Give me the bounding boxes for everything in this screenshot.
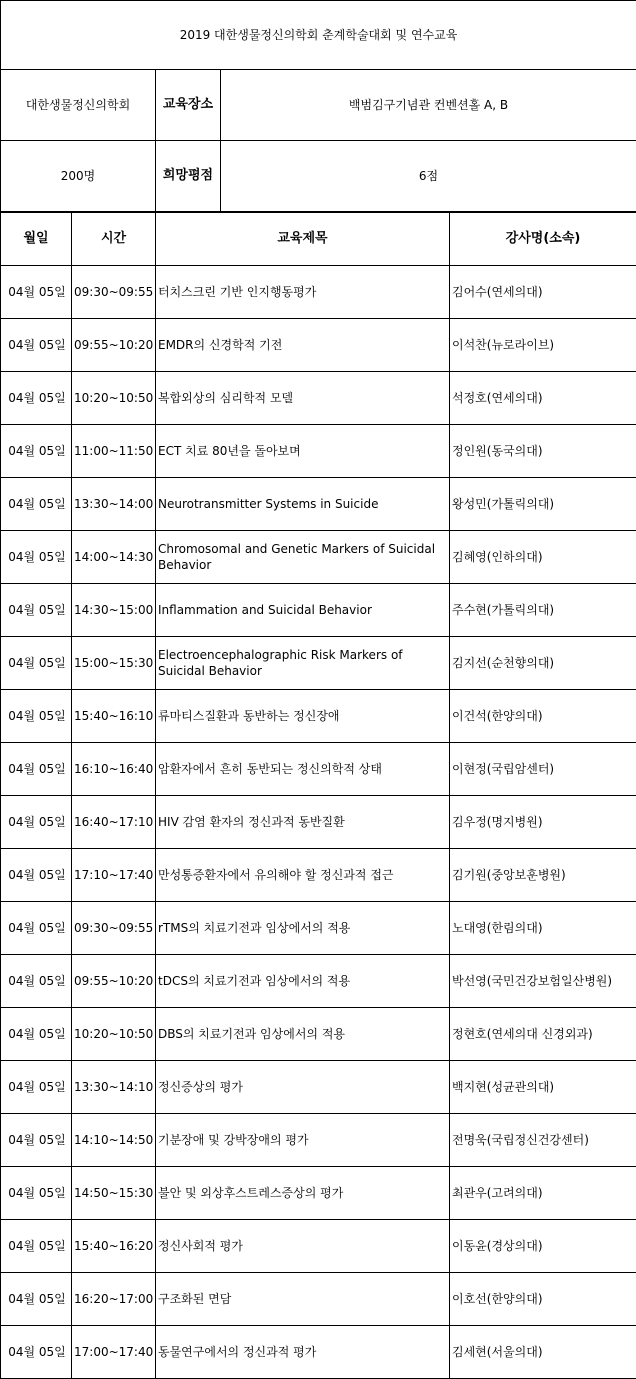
session-lecturer: 전명욱(국립정신건강센터) — [450, 1114, 636, 1167]
session-date: 04월 05일 — [1, 372, 72, 425]
session-date: 04월 05일 — [1, 531, 72, 584]
session-subject: 암환자에서 흔히 동반되는 정신의학적 상태 — [156, 743, 450, 796]
session-date: 04월 05일 — [1, 743, 72, 796]
table-row — [1, 796, 636, 849]
points-value: 6점 — [221, 141, 636, 212]
session-subject: Electroencephalographic Risk Markers of Suicidal Behavior — [156, 637, 450, 690]
session-subject: tDCS의 치료기전과 임상에서의 적용 — [156, 955, 450, 1008]
session-subject: rTMS의 치료기전과 임상에서의 적용 — [156, 902, 450, 955]
page-title: 2019 대한생물정신의학회 춘계학술대회 및 연수교육 — [1, 1, 636, 70]
session-date: 04월 05일 — [1, 1114, 72, 1167]
session-lecturer: 이현정(국립암센터) — [450, 743, 636, 796]
table-row — [1, 690, 636, 743]
table-row — [1, 1326, 636, 1379]
session-lecturer: 백지현(성균관의대) — [450, 1061, 636, 1114]
title-row — [1, 1, 636, 70]
session-time: 15:00~15:30 — [72, 637, 156, 690]
session-date: 04월 05일 — [1, 425, 72, 478]
schedule-table — [0, 212, 636, 1379]
venue-value: 백범김구기념관 컨벤션홀 A, B — [221, 70, 636, 141]
session-time: 14:00~14:30 — [72, 531, 156, 584]
session-lecturer: 석정호(연세의대) — [450, 372, 636, 425]
session-date: 04월 05일 — [1, 637, 72, 690]
table-row — [1, 1167, 636, 1220]
session-time: 09:55~10:20 — [72, 955, 156, 1008]
session-date: 04월 05일 — [1, 1326, 72, 1379]
session-time: 11:00~11:50 — [72, 425, 156, 478]
table-row — [1, 637, 636, 690]
column-header-lecturer: 강사명(소속) — [450, 213, 636, 266]
session-lecturer: 이호선(한양의대) — [450, 1273, 636, 1326]
points-row — [1, 141, 636, 212]
table-row — [1, 266, 636, 319]
session-time: 14:50~15:30 — [72, 1167, 156, 1220]
session-date: 04월 05일 — [1, 849, 72, 902]
session-time: 14:10~14:50 — [72, 1114, 156, 1167]
table-row — [1, 902, 636, 955]
venue-row — [1, 70, 636, 141]
column-header-time: 시간 — [72, 213, 156, 266]
session-lecturer: 노대영(한림의대) — [450, 902, 636, 955]
session-time: 17:10~17:40 — [72, 849, 156, 902]
session-lecturer: 김어수(연세의대) — [450, 266, 636, 319]
session-date: 04월 05일 — [1, 955, 72, 1008]
session-subject: 복합외상의 심리학적 모델 — [156, 372, 450, 425]
session-date: 04월 05일 — [1, 1008, 72, 1061]
venue-label: 교육장소 — [156, 70, 221, 141]
session-date: 04월 05일 — [1, 690, 72, 743]
session-lecturer: 김혜영(인하의대) — [450, 531, 636, 584]
column-header-date: 월일 — [1, 213, 72, 266]
session-time: 13:30~14:00 — [72, 478, 156, 531]
course-info-table — [0, 0, 636, 212]
session-lecturer: 정인원(동국의대) — [450, 425, 636, 478]
session-subject: 정신사회적 평가 — [156, 1220, 450, 1273]
session-time: 10:20~10:50 — [72, 372, 156, 425]
session-lecturer: 박선영(국민건강보험일산병원) — [450, 955, 636, 1008]
organizer: 대한생물정신의학회 — [1, 70, 156, 141]
session-date: 04월 05일 — [1, 902, 72, 955]
session-lecturer: 이동윤(경상의대) — [450, 1220, 636, 1273]
schedule-body — [1, 266, 636, 1379]
table-row — [1, 319, 636, 372]
session-subject: EMDR의 신경학적 기전 — [156, 319, 450, 372]
session-date: 04월 05일 — [1, 1061, 72, 1114]
session-time: 13:30~14:10 — [72, 1061, 156, 1114]
session-subject: ECT 치료 80년을 돌아보며 — [156, 425, 450, 478]
session-subject: 동물연구에서의 정신과적 평가 — [156, 1326, 450, 1379]
table-row — [1, 1008, 636, 1061]
session-subject: Chromosomal and Genetic Markers of Suicidal Behavior — [156, 531, 450, 584]
table-row — [1, 1061, 636, 1114]
session-subject: 불안 및 외상후스트레스증상의 평가 — [156, 1167, 450, 1220]
session-date: 04월 05일 — [1, 266, 72, 319]
session-lecturer: 왕성민(가톨릭의대) — [450, 478, 636, 531]
session-time: 09:55~10:20 — [72, 319, 156, 372]
session-time: 16:10~16:40 — [72, 743, 156, 796]
table-row — [1, 425, 636, 478]
session-subject: 정신증상의 평가 — [156, 1061, 450, 1114]
column-header-subject: 교육제목 — [156, 213, 450, 266]
session-subject: DBS의 치료기전과 임상에서의 적용 — [156, 1008, 450, 1061]
session-subject: HIV 감염 환자의 정신과적 동반질환 — [156, 796, 450, 849]
session-date: 04월 05일 — [1, 1220, 72, 1273]
schedule-header-row — [1, 213, 636, 266]
session-lecturer: 김세현(서울의대) — [450, 1326, 636, 1379]
table-row — [1, 743, 636, 796]
session-lecturer: 김지선(순천향의대) — [450, 637, 636, 690]
table-row — [1, 955, 636, 1008]
session-subject: Inflammation and Suicidal Behavior — [156, 584, 450, 637]
session-subject: 기분장애 및 강박장애의 평가 — [156, 1114, 450, 1167]
session-time: 15:40~16:10 — [72, 690, 156, 743]
session-lecturer: 정현호(연세의대 신경외과) — [450, 1008, 636, 1061]
session-time: 10:20~10:50 — [72, 1008, 156, 1061]
session-lecturer: 김우정(명지병원) — [450, 796, 636, 849]
session-time: 14:30~15:00 — [72, 584, 156, 637]
session-date: 04월 05일 — [1, 319, 72, 372]
session-lecturer: 최관우(고려의대) — [450, 1167, 636, 1220]
session-subject: 구조화된 면담 — [156, 1273, 450, 1326]
session-date: 04월 05일 — [1, 584, 72, 637]
session-lecturer: 이건석(한양의대) — [450, 690, 636, 743]
session-time: 17:00~17:40 — [72, 1326, 156, 1379]
session-date: 04월 05일 — [1, 796, 72, 849]
session-date: 04월 05일 — [1, 1273, 72, 1326]
session-lecturer: 김기원(중앙보훈병원) — [450, 849, 636, 902]
session-time: 16:20~17:00 — [72, 1273, 156, 1326]
session-subject: 류마티스질환과 동반하는 정신장애 — [156, 690, 450, 743]
session-date: 04월 05일 — [1, 1167, 72, 1220]
session-subject: 터치스크린 기반 인지행동평가 — [156, 266, 450, 319]
table-row — [1, 849, 636, 902]
session-lecturer: 이석찬(뉴로라이브) — [450, 319, 636, 372]
table-row — [1, 1220, 636, 1273]
session-date: 04월 05일 — [1, 478, 72, 531]
session-lecturer: 주수현(가톨릭의대) — [450, 584, 636, 637]
session-time: 09:30~09:55 — [72, 266, 156, 319]
table-row — [1, 478, 636, 531]
session-time: 09:30~09:55 — [72, 902, 156, 955]
session-subject: Neurotransmitter Systems in Suicide — [156, 478, 450, 531]
session-time: 15:40~16:20 — [72, 1220, 156, 1273]
table-row — [1, 531, 636, 584]
points-label: 희망평점 — [156, 141, 221, 212]
table-row — [1, 584, 636, 637]
table-row — [1, 372, 636, 425]
table-row — [1, 1273, 636, 1326]
session-time: 16:40~17:10 — [72, 796, 156, 849]
session-subject: 만성통증환자에서 유의해야 할 정신과적 접근 — [156, 849, 450, 902]
table-row — [1, 1114, 636, 1167]
capacity: 200명 — [1, 141, 156, 212]
